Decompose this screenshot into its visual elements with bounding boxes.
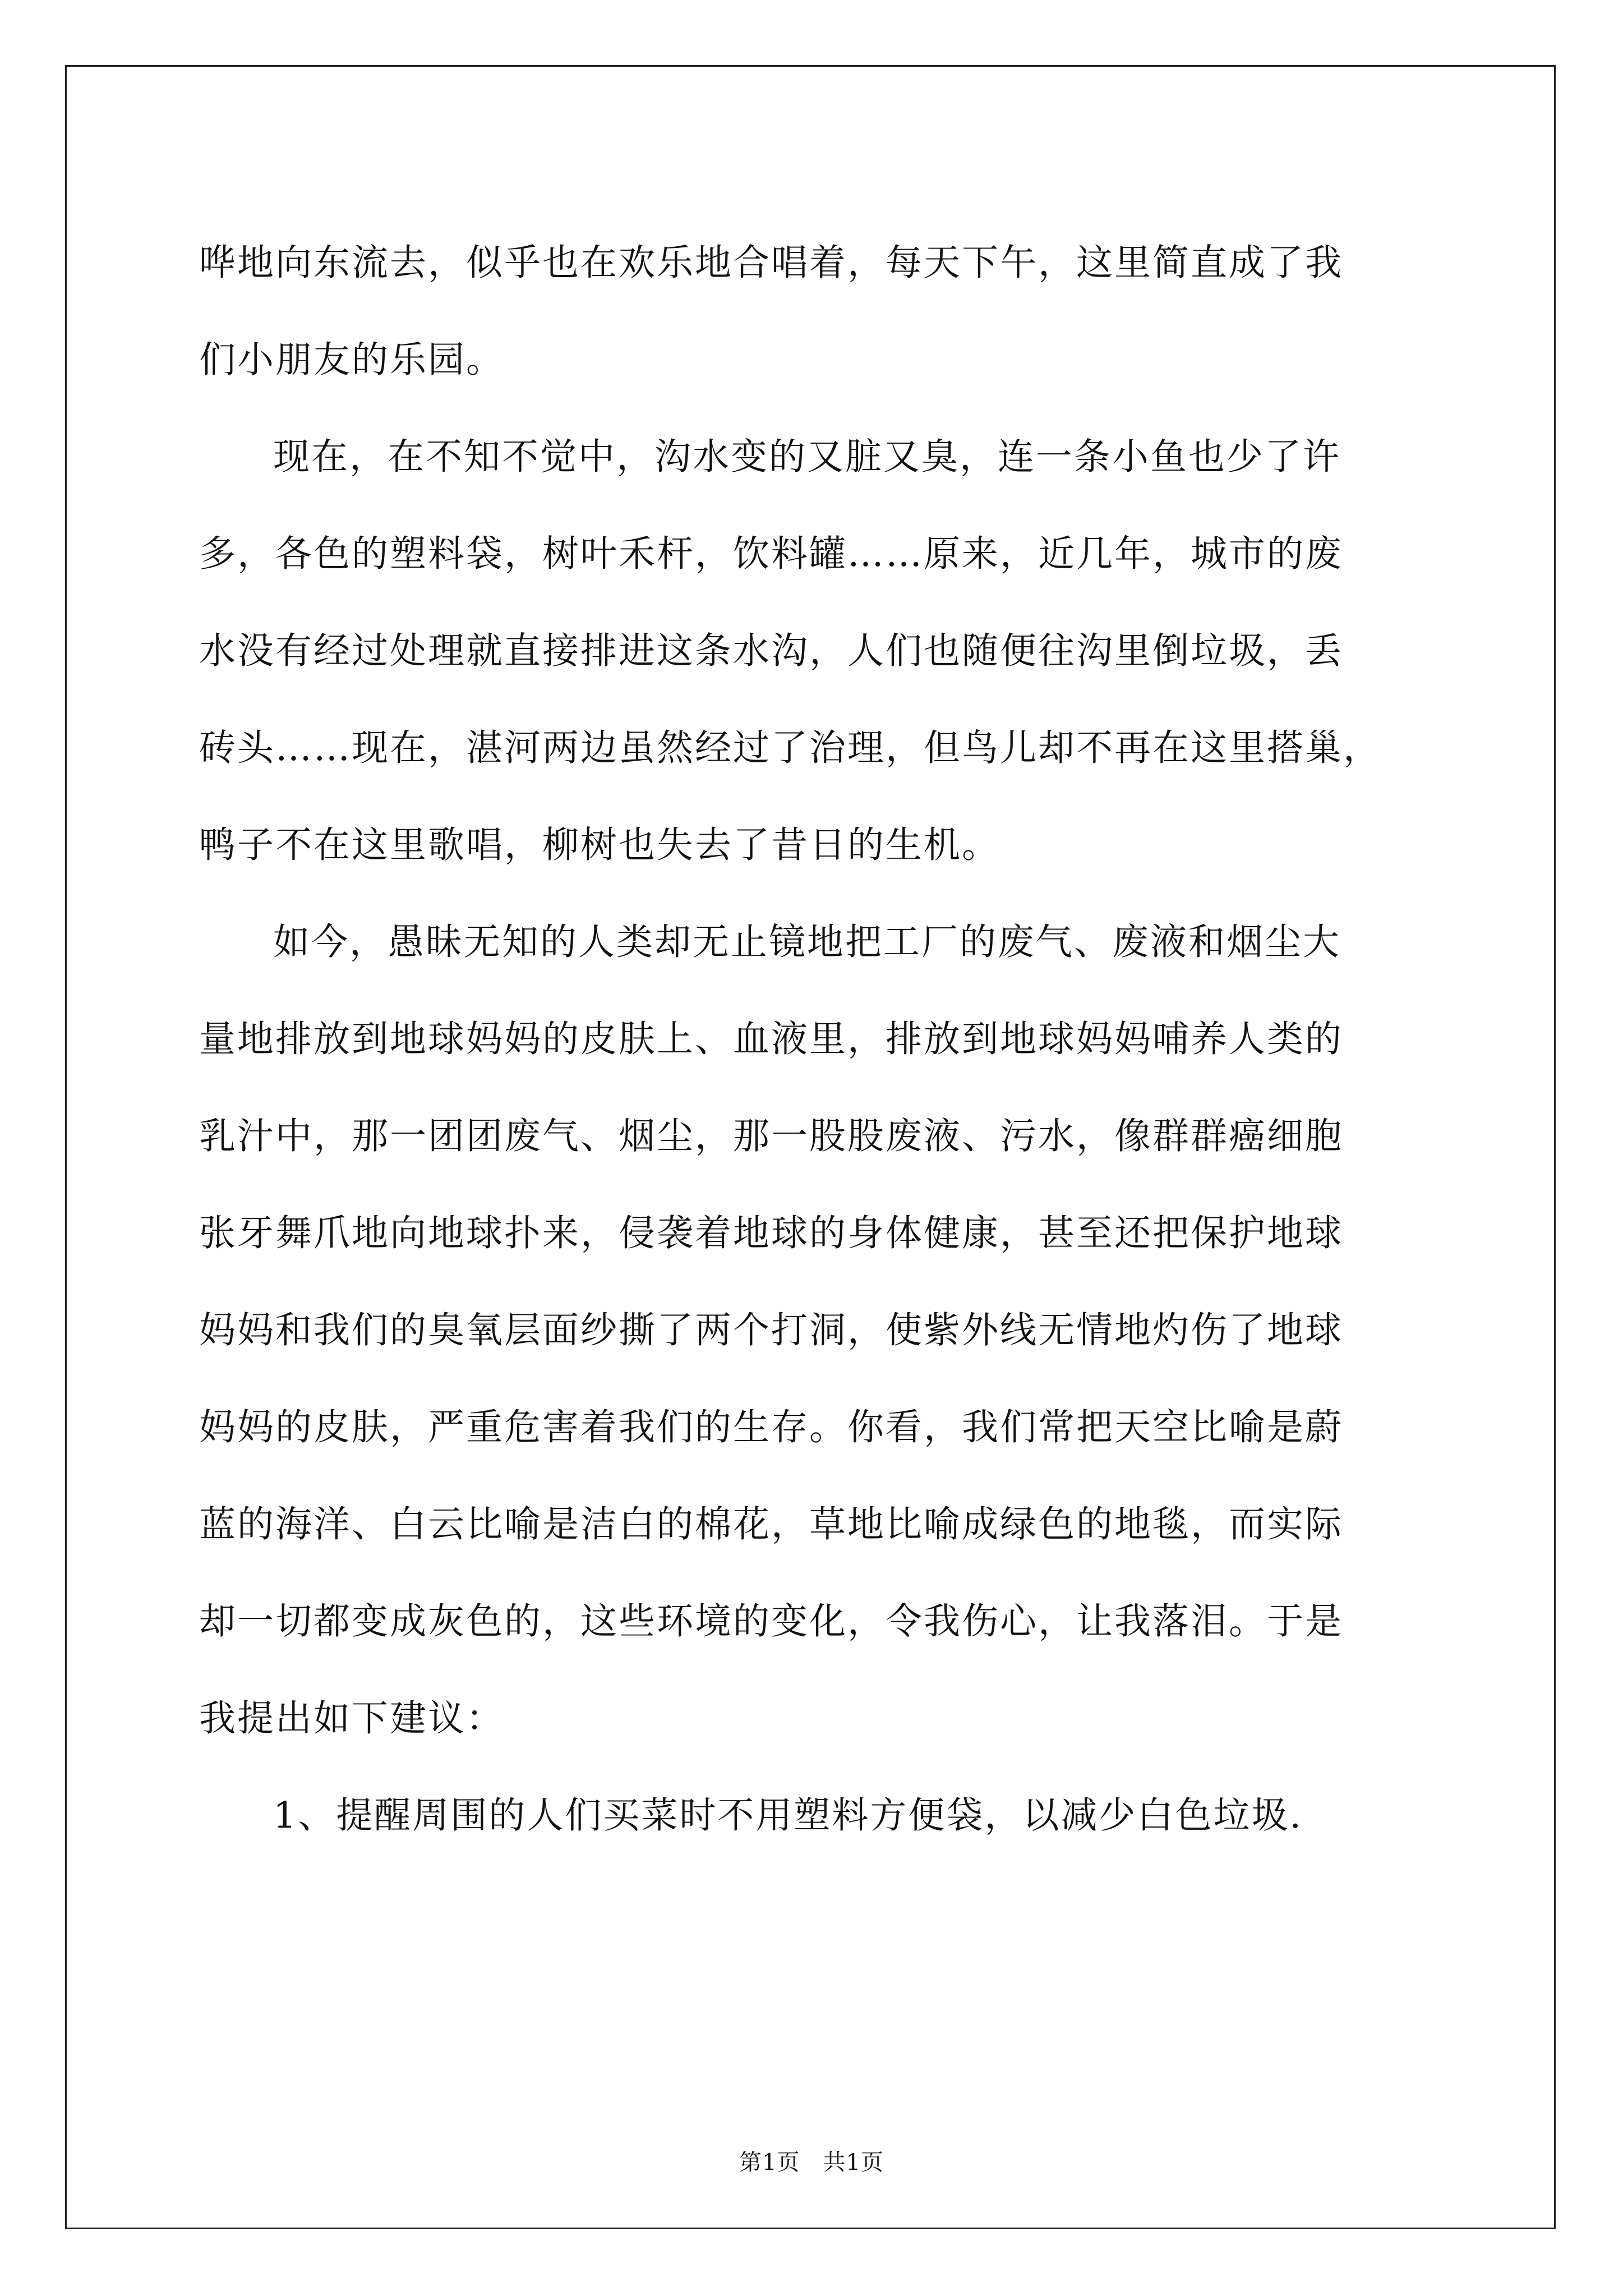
page-number-footer: 第1页 共1页 <box>739 2150 884 2175</box>
text-line: 妈妈和我们的臭氧层面纱撕了两个打洞，使紫外线无情地灼伤了地球 <box>199 1309 1344 1351</box>
text-line: 砖头……现在，湛河两边虽然经过了治理，但鸟儿却不再在这里搭巢， <box>199 727 1382 769</box>
text-line: 张牙舞爪地向地球扑来，侵袭着地球的身体健康，甚至还把保护地球 <box>199 1212 1344 1254</box>
text-line: 乳汁中，那一团团废气、烟尘，那一股股废液、污水，像群群癌细胞 <box>199 1115 1344 1157</box>
text-line: 现在，在不知不觉中，沟水变的又脏又臭，连一条小鱼也少了许 <box>273 436 1341 478</box>
text-line: 们小朋友的乐园。 <box>199 339 505 381</box>
text-line: 妈妈的皮肤，严重危害着我们的生存。你看，我们常把天空比喻是蔚 <box>199 1406 1344 1448</box>
text-line: 哗地向东流去，似乎也在欢乐地合唱着，每天下午，这里简直成了我 <box>199 242 1344 284</box>
text-line: 却一切都变成灰色的，这些环境的变化，令我伤心，让我落泪。于是 <box>199 1600 1344 1642</box>
text-line: 我提出如下建议： <box>199 1697 505 1740</box>
document-body <box>199 214 1433 1864</box>
text-line: 量地排放到地球妈妈的皮肤上、血液里，排放到地球妈妈哺养人类的 <box>199 1018 1344 1060</box>
text-line: 鸭子不在这里歌唱，柳树也失去了昔日的生机。 <box>199 824 1000 866</box>
text-line: 水没有经过处理就直接排进这条水沟，人们也随便往沟里倒垃圾，丢 <box>199 630 1344 672</box>
text-line: 多，各色的塑料袋，树叶禾杆，饮料罐……原来，近几年，城市的废 <box>199 533 1344 575</box>
text-line: 蓝的海洋、白云比喻是洁白的棉花，草地比喻成绿色的地毯，而实际 <box>199 1503 1344 1545</box>
text-line: 1、提醒周围的人们买菜时不用塑料方便袋，以减少白色垃圾. <box>273 1795 1303 1837</box>
text-line: 如今，愚昧无知的人类却无止镜地把工厂的废气、废液和烟尘大 <box>273 921 1341 963</box>
